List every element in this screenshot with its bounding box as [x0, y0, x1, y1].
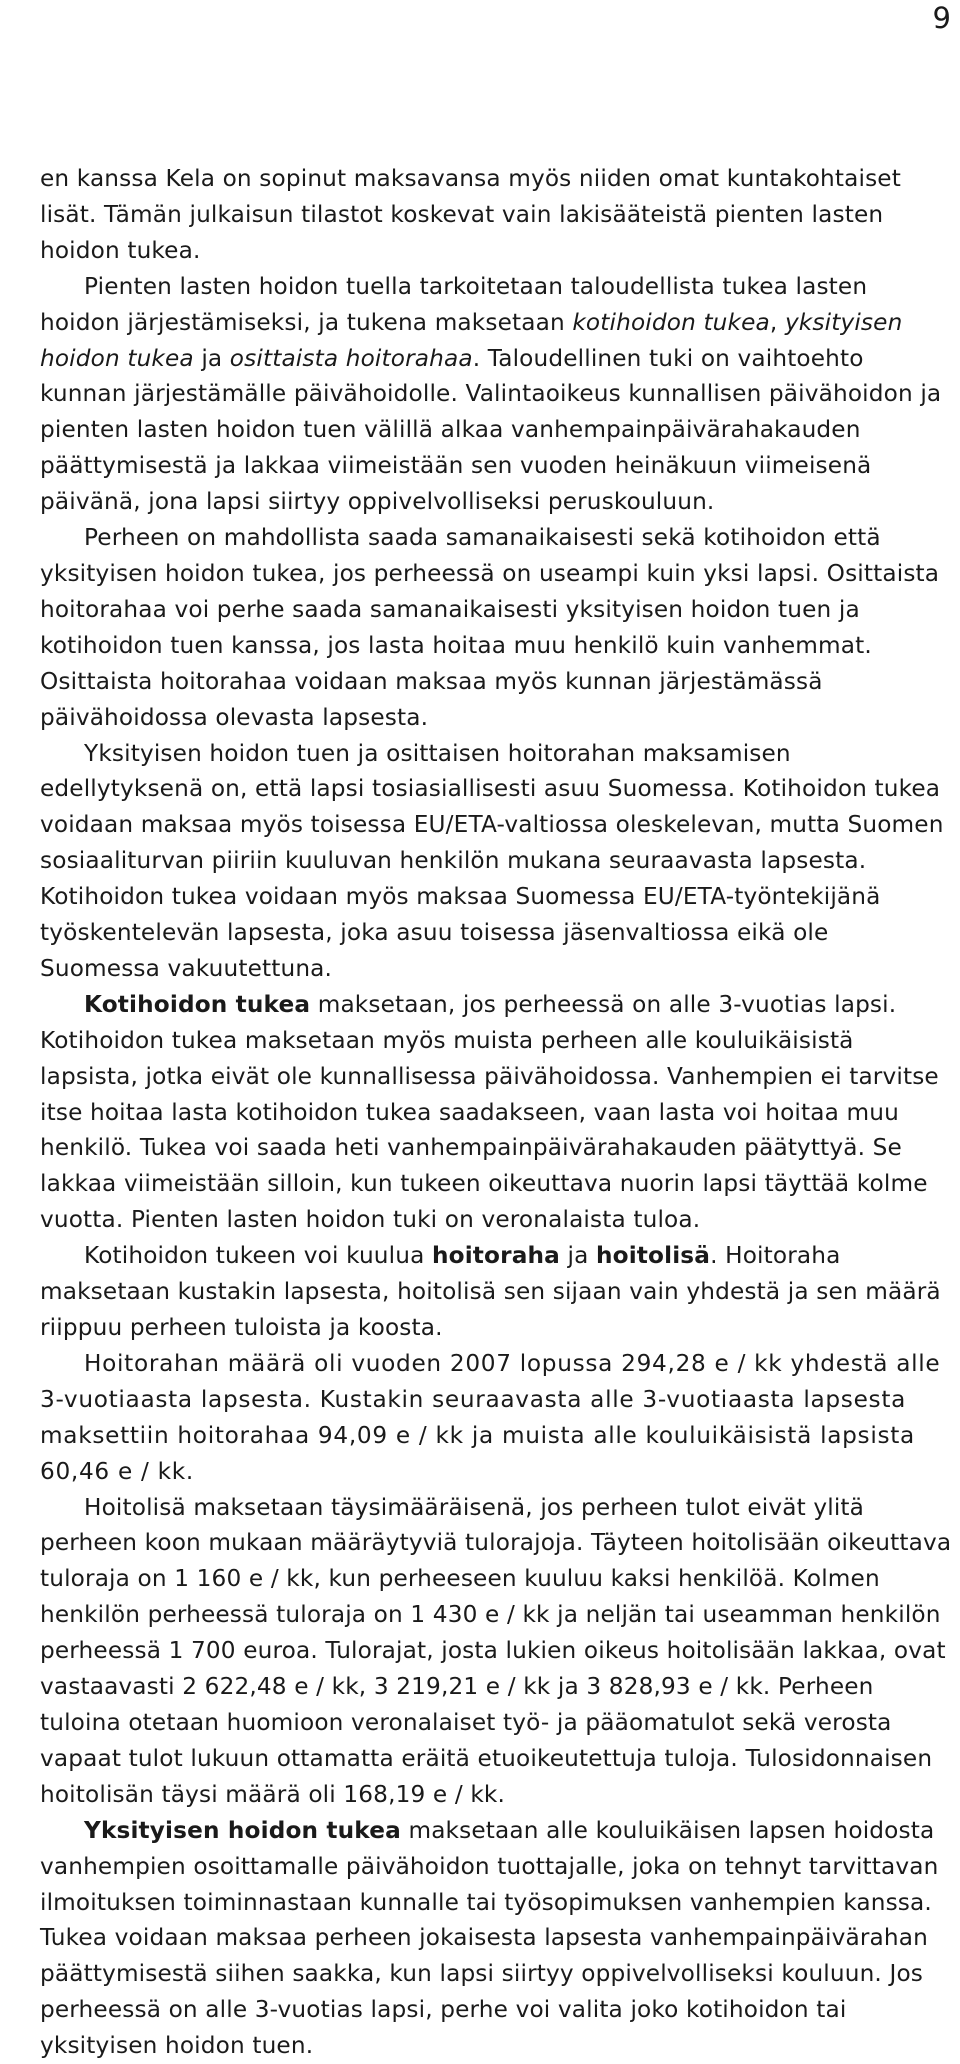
paragraph — [40, 1238, 952, 1346]
text-run: Yksityisen hoidon tuen ja osittaisen hoitorahan maksamisen edellytyksenä on, että lapsi tosiasiallisesti asuu Suomessa. Kotihoidon tukea voidaan maksaa myös toisessa EU/ETA-valtiossa oleskelevan, mutta Suomen sosiaaliturvan piiriin kuuluvan henkilön mukana seuraavasta lapsesta. Kotihoidon tukea voidaan myös maksaa Suomessa EU/ETA-työntekijänä työskentelevän lapsesta, joka asuu toisessa jäsenvaltiossa eikä ole Suomessa vakuutettuna. — [40, 739, 944, 982]
text-run: maksetaan, jos perheessä on alle 3-vuotias lapsi. Kotihoidon tukea maksetaan myös muista perheen alle kouluikäisistä lapsista, jotka eivät ole kunnallisessa päivähoidossa. Vanhempien ei tarvitse itse hoitaa lasta kotihoidon tukea saadakseen, vaan lasta voi hoitaa muu henkilö. Tukea voi saada heti vanhempainpäivärahakauden päätyttyä. Se lakkaa viimeistään silloin, kun tukeen oikeuttava nuorin lapsi täyttää kolme vuotta. Pienten lasten hoidon tuki on veronalaista tuloa. — [40, 990, 939, 1234]
text-run: ja — [559, 1242, 596, 1270]
text-run: . Taloudellinen tuki on vaihtoehto kunnan järjestämälle päivähoidolle. Valintaoikeus kunnallisen päivähoidon ja pienten lasten hoidon tuen välillä alkaa vanhempainpäivärahakauden päättymisestä ja lakkaa viimeistään sen vuoden heinäkuun viimeisenä päivänä, jona lapsi siirtyy oppivelvolliseksi peruskouluun. — [40, 344, 942, 516]
italic-term: yksityisen hoidon tukea — [40, 308, 903, 372]
paragraph — [40, 1490, 952, 1813]
bold-term: hoitoraha — [431, 1242, 560, 1270]
paragraph — [40, 1813, 952, 2064]
text-run: Hoitolisä maksetaan täysimääräisenä, jos perheen tulot eivät ylitä perheen koon mukaan määräytyviä tulorajoja. Täyteen hoitolisään oikeuttava tuloraja on 1 160 e / kk, kun perheeseen kuuluu kaksi henkilöä. Kolmen henkilön perheessä tuloraja on 1 430 e / kk ja neljän tai useamman henkilön perheessä 1 700 euroa. Tulorajat, josta lukien oikeus hoitolisään lakkaa, ovat vastaavasti 2 622,48 e / kk, 3 219,21 e / kk ja 3 828,93 e / kk. Perheen tuloina otetaan huomioon veronalaiset työ- ja pääomatulot sekä verosta vapaat tulot lukuun ottamatta eräitä etuoikeutettuja tuloja. Tulosidonnaisen hoitolisän täysi määrä oli 168,19 e / kk. — [40, 1493, 952, 1808]
text-run: . Hoitoraha maksetaan kustakin lapsesta, hoitolisä sen sijaan vain yhdestä ja sen määrä riippuu perheen tuloista ja koosta. — [40, 1242, 941, 1341]
bold-term: Kotihoidon tukea — [84, 990, 311, 1018]
bold-term: Yksityisen hoidon tukea — [84, 1816, 401, 1844]
italic-term: kotihoidon tukea — [572, 308, 770, 336]
paragraph — [40, 161, 952, 269]
text-run: Hoitorahan määrä oli vuoden 2007 lopussa 294,28 e / kk yhdestä alle 3-vuotiaasta lapsesta. Kustakin seuraavasta alle 3-vuotiaasta lapsesta maksettiin hoitorahaa 94,09 e / kk ja muista alle kouluikäisistä lapsista 60,46 e / kk. — [40, 1349, 941, 1485]
paragraph — [40, 269, 952, 520]
italic-term: osittaista hoitorahaa — [229, 344, 473, 372]
paragraph — [40, 520, 952, 735]
text-run: ja — [193, 344, 230, 372]
text-run: Kotihoidon tukeen voi kuulua — [84, 1242, 432, 1270]
text-run: en kanssa Kela on sopinut maksavansa myös niiden omat kuntakohtaiset lisät. Tämän julkaisun tilastot koskevat vain lakisääteistä pienten lasten hoidon tukea. — [40, 165, 901, 264]
paragraph — [40, 1346, 952, 1490]
bold-term: hoitolisä — [595, 1242, 711, 1270]
paragraph — [40, 987, 952, 1238]
body-text — [40, 161, 952, 2064]
page-number: 9 — [932, 1, 951, 35]
text-run: Perheen on mahdollista saada samanaikaisesti sekä kotihoidon että yksityisen hoidon tukea, jos perheessä on useampi kuin yksi lapsi. Osittaista hoitorahaa voi perhe saada samanaikaisesti yksityisen hoidon tuen ja kotihoidon tuen kanssa, jos lasta hoitaa muu henkilö kuin vanhemmat. Osittaista hoitorahaa voidaan maksaa myös kunnan järjestämässä päivähoidossa olevasta lapsesta. — [40, 524, 940, 731]
text-run: Pienten lasten hoidon tuella tarkoitetaan taloudellista tukea lasten hoidon järjestämiseksi, ja tukena maksetaan — [40, 272, 868, 336]
text-run: maksetaan alle kouluikäisen lapsen hoidosta vanhempien osoittamalle päivähoidon tuottajalle, joka on tehnyt tarvittavan ilmoituksen toiminnastaan kunnalle tai työsopimuksen vanhempien kanssa. Tukea voidaan maksaa perheen jokaisesta lapsesta vanhempainpäivärahan päättymisestä siihen saakka, kun lapsi siirtyy oppivelvolliseksi kouluun. Jos perheessä on alle 3-vuotias lapsi, perhe voi valita joko kotihoidon tai yksityisen hoidon tuen. — [40, 1816, 939, 2060]
text-run: , — [769, 308, 785, 336]
paragraph — [40, 736, 952, 987]
